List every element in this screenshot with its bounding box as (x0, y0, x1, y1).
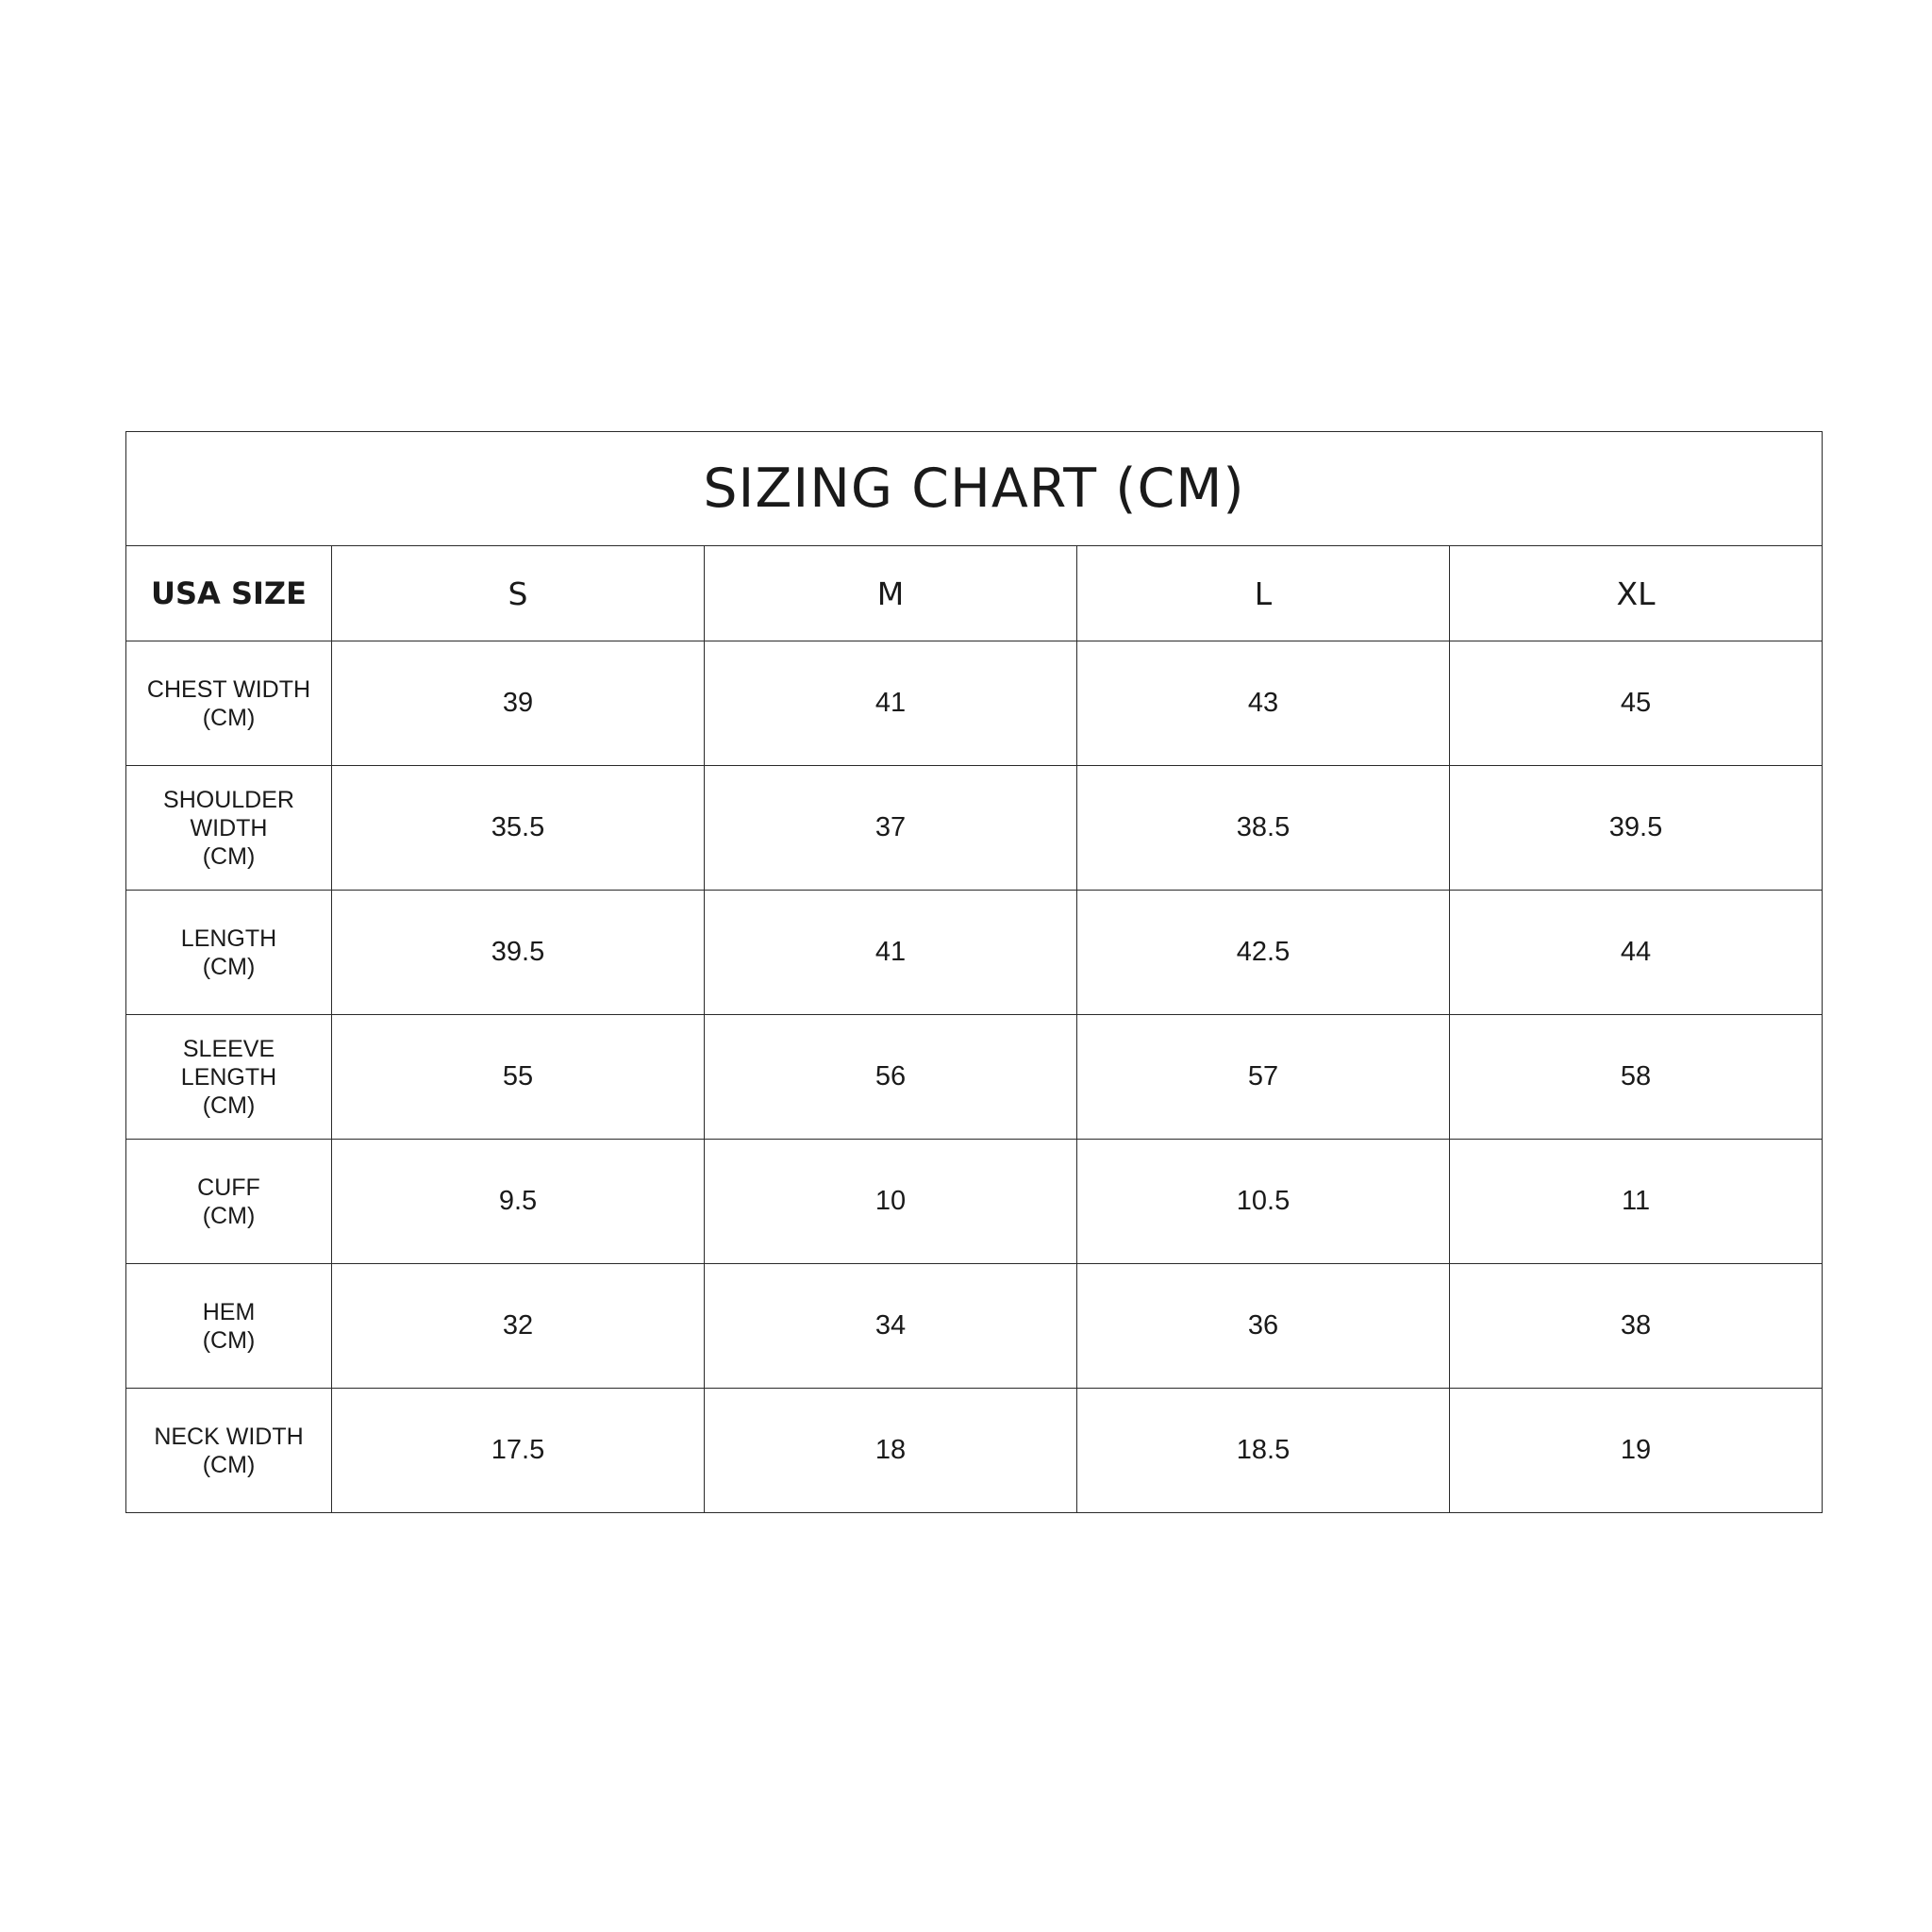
size-header-s: S (332, 546, 705, 641)
value-cell: 19 (1450, 1389, 1823, 1513)
value-cell: 56 (705, 1015, 1077, 1140)
value-cell: 9.5 (332, 1140, 705, 1264)
value-cell: 37 (705, 766, 1077, 891)
row-label: CUFF (CM) (126, 1140, 332, 1264)
row-label: SLEEVE LENGTH (CM) (126, 1015, 332, 1140)
value-cell: 34 (705, 1264, 1077, 1389)
value-cell: 39.5 (332, 891, 705, 1015)
value-cell: 18.5 (1077, 1389, 1450, 1513)
sizing-chart-table (125, 431, 1823, 1513)
value-cell: 41 (705, 891, 1077, 1015)
value-cell: 39 (332, 641, 705, 766)
value-cell: 55 (332, 1015, 705, 1140)
value-cell: 41 (705, 641, 1077, 766)
row-label: NECK WIDTH (CM) (126, 1389, 332, 1513)
value-cell: 38 (1450, 1264, 1823, 1389)
row-label: HEM (CM) (126, 1264, 332, 1389)
size-header-m: M (705, 546, 1077, 641)
value-cell: 11 (1450, 1140, 1823, 1264)
value-cell: 45 (1450, 641, 1823, 766)
size-header-xl: XL (1450, 546, 1823, 641)
row-hem (126, 1264, 1823, 1389)
row-cuff (126, 1140, 1823, 1264)
row-label: CHEST WIDTH (CM) (126, 641, 332, 766)
value-cell: 38.5 (1077, 766, 1450, 891)
row-chest-width (126, 641, 1823, 766)
value-cell: 32 (332, 1264, 705, 1389)
value-cell: 10.5 (1077, 1140, 1450, 1264)
row-neck-width (126, 1389, 1823, 1513)
value-cell: 44 (1450, 891, 1823, 1015)
value-cell: 58 (1450, 1015, 1823, 1140)
value-cell: 35.5 (332, 766, 705, 891)
row-label: LENGTH (CM) (126, 891, 332, 1015)
usa-size-header: USA SIZE (126, 546, 332, 641)
row-label: SHOULDER WIDTH (CM) (126, 766, 332, 891)
row-sleeve-length (126, 1015, 1823, 1140)
value-cell: 36 (1077, 1264, 1450, 1389)
row-shoulder-width (126, 766, 1823, 891)
chart-title: SIZING CHART (CM) (126, 432, 1823, 546)
value-cell: 17.5 (332, 1389, 705, 1513)
value-cell: 57 (1077, 1015, 1450, 1140)
value-cell: 42.5 (1077, 891, 1450, 1015)
value-cell: 43 (1077, 641, 1450, 766)
value-cell: 39.5 (1450, 766, 1823, 891)
value-cell: 10 (705, 1140, 1077, 1264)
row-length (126, 891, 1823, 1015)
value-cell: 18 (705, 1389, 1077, 1513)
header-row (126, 546, 1823, 641)
size-header-l: L (1077, 546, 1450, 641)
